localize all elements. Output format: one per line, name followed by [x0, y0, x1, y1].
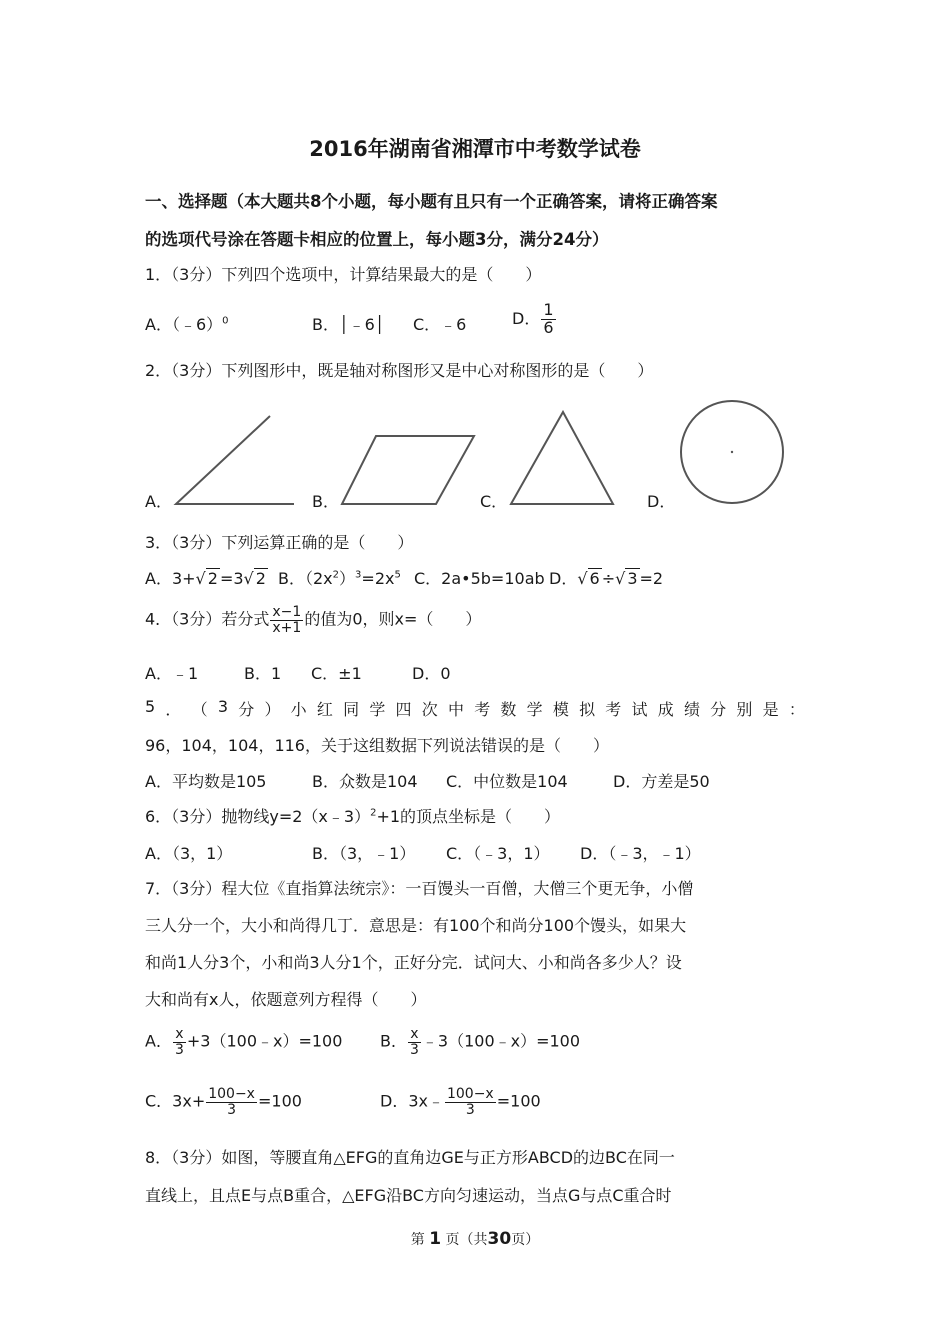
- q4-option-b: B．1: [244, 664, 282, 683]
- q7-a-label: A．: [145, 1031, 172, 1051]
- q1-option-d-label: D．: [512, 308, 541, 328]
- q5-stem-line-2: 96，104，104，116，关于这组数据下列说法错误的是（ ）: [145, 736, 609, 755]
- radicand: 2: [207, 569, 218, 588]
- division-sign: ÷: [601, 569, 616, 588]
- char: ）: [264, 700, 281, 719]
- char: 别: [736, 700, 753, 719]
- q2-figure-parallelogram: [336, 430, 481, 510]
- q7-stem-line-2: 三人分一个，大小和尚得几丁．意思是：有100个和尚分100个馒头，如果大: [145, 916, 687, 935]
- q7-a-fraction: [173, 1027, 186, 1057]
- char: 分: [238, 700, 255, 719]
- radicand: 6: [589, 569, 600, 588]
- q1-option-d: [512, 302, 557, 337]
- q4-stem-post: 的值为0，则x=（ ）: [304, 609, 482, 629]
- char: 四: [395, 700, 412, 719]
- char: 小: [290, 700, 307, 719]
- char: 成: [657, 700, 674, 719]
- q7-stem-line-3: 和尚1人分3个，小和尚3人分1个，正好分完．试问大、小和尚各多少人？设: [145, 953, 682, 972]
- fraction-denominator: 3: [465, 1101, 475, 1118]
- char: 学: [526, 700, 543, 719]
- exponent: 2: [370, 807, 377, 819]
- exponent: 2: [332, 569, 340, 581]
- q3-b-pre: B．（2x: [278, 569, 333, 588]
- q7-d-fraction: [445, 1087, 496, 1117]
- section-header-line-2: 的选项代号涂在答题卡相应的位置上，每小题3分，满分24分）: [145, 230, 609, 249]
- q3-b-post: =2x: [361, 569, 395, 588]
- q7-c-post: =100: [257, 1091, 302, 1111]
- q4-stem: [145, 605, 481, 635]
- fraction-numerator: x: [408, 1027, 421, 1043]
- fraction-numerator: 1: [543, 300, 554, 319]
- q5-option-c: C．中位数是104: [446, 772, 568, 791]
- q8-stem-line-2: 直线上，且点E与点B重合，△EFG沿BC方向匀速运动，当点G与点C重合时: [145, 1186, 672, 1205]
- q3-a-pre: A．3+: [145, 569, 196, 588]
- footer-post: 页）: [511, 1232, 540, 1248]
- q1-option-d-fraction: [541, 302, 555, 337]
- q6-stem-post: +1的顶点坐标是（ ）: [376, 807, 561, 826]
- char: 绩: [683, 700, 700, 719]
- char: 中: [447, 700, 464, 719]
- q5-option-a: A．平均数是105: [145, 772, 267, 791]
- fraction-numerator: x: [173, 1027, 186, 1043]
- char: 红: [316, 700, 333, 719]
- q7-option-b: [380, 1027, 580, 1057]
- q8-stem-line-1: 8．（3分）如图，等腰直角△EFG的直角边GE与正方形ABCD的边BC在同一: [145, 1148, 675, 1167]
- q7-b-label: B．: [380, 1031, 407, 1051]
- page-footer: [0, 1229, 950, 1249]
- fraction-denominator: 3: [174, 1041, 184, 1058]
- q7-a-post: +3（100﹣x）=100: [186, 1031, 343, 1051]
- q3-stem: 3．（3分）下列运算正确的是（ ）: [145, 533, 414, 552]
- exponent: 5: [394, 569, 401, 581]
- q6-stem-pre: 6．（3分）抛物线y=2（x﹣3）: [145, 807, 371, 826]
- q4-option-c: C．±1: [311, 664, 362, 683]
- fraction-denominator: 3: [227, 1101, 237, 1118]
- exponent: 3: [355, 569, 362, 581]
- q1-option-c: C．﹣6: [413, 315, 467, 334]
- sqrt-symbol: √ 3: [615, 569, 638, 588]
- char: 拟: [579, 700, 596, 719]
- q2-option-d-label: D．: [647, 492, 676, 511]
- radicand: 3: [627, 569, 638, 588]
- q7-option-c: [145, 1087, 302, 1117]
- page-title: 2016年湖南省湘潭市中考数学试卷: [309, 137, 641, 161]
- q7-b-post: ﹣3（100﹣x）=100: [421, 1031, 581, 1051]
- sqrt-symbol: √ 6: [577, 569, 600, 588]
- q1-option-a-text: A．（﹣6）: [145, 315, 223, 334]
- q3-a-mid: =3: [219, 569, 244, 588]
- q5-stem-line-1: [145, 697, 805, 720]
- char: 考: [605, 700, 622, 719]
- q7-option-d: [380, 1087, 541, 1117]
- current-page-number: 1: [429, 1229, 442, 1249]
- footer-pre: 第: [410, 1232, 425, 1248]
- char: 同: [343, 700, 360, 719]
- q1-option-b: B．│﹣6│: [312, 315, 385, 334]
- char: （: [191, 700, 208, 719]
- q3-b-mid: ）: [339, 569, 356, 588]
- q6-option-d: D．（﹣3，﹣1）: [580, 844, 701, 863]
- q7-option-a: [145, 1027, 342, 1057]
- q2-figure-angle: [170, 410, 300, 510]
- q2-stem: 2．（3分）下列图形中，既是轴对称图形又是中心对称图形的是（ ）: [145, 361, 654, 380]
- q6-option-a: A．（3，1）: [145, 844, 233, 863]
- fraction-numerator: 100−x: [446, 1086, 494, 1102]
- q5-option-d: D．方差是50: [613, 772, 710, 791]
- total-page-count: 30: [487, 1229, 512, 1249]
- q3-option-d: [549, 566, 663, 589]
- fraction-numerator: x−1: [272, 604, 302, 620]
- q3-option-c: C．2a•5b=10ab: [414, 569, 545, 588]
- q2-option-c-label: C．: [480, 492, 508, 511]
- q6-option-c: C．（﹣3，1）: [446, 844, 550, 863]
- q7-c-pre: C．3x+: [145, 1091, 206, 1111]
- char: ：: [788, 700, 805, 719]
- q7-stem-line-1: 7．（3分）程大位《直指算法统宗》：一百馒头一百僧，大僧三个更无争，小僧: [145, 879, 694, 898]
- fraction-denominator: 3: [409, 1041, 419, 1058]
- q3-d-post: =2: [639, 569, 664, 588]
- q2-option-b-label: B．: [312, 492, 339, 511]
- q1-stem: 1．（3分）下列四个选项中，计算结果最大的是（ ）: [145, 265, 542, 284]
- q7-stem-line-4: 大和尚有x人，依题意列方程得（ ）: [145, 990, 427, 1009]
- q6-option-b: B．（3，﹣1）: [312, 844, 416, 863]
- q4-option-a: A．﹣1: [145, 664, 199, 683]
- sqrt-symbol: √ 2: [243, 569, 266, 588]
- q4-stem-pre: 4．（3分）若分式: [145, 609, 270, 629]
- char: 3: [217, 697, 229, 716]
- char: 学: [369, 700, 386, 719]
- fraction-denominator: x+1: [272, 619, 302, 636]
- q3-option-a: [145, 566, 268, 589]
- q7-d-pre: D．3x﹣: [380, 1091, 444, 1111]
- q4-option-d: D．0: [412, 664, 451, 683]
- fraction-numerator: 100−x: [208, 1086, 255, 1102]
- char: ．: [165, 700, 182, 719]
- char: 考: [474, 700, 491, 719]
- sqrt-symbol: √ 2: [195, 569, 218, 588]
- char: 模: [552, 700, 569, 719]
- q4-fraction: [270, 605, 303, 635]
- char: 试: [631, 700, 648, 719]
- q2-figure-circle: [678, 398, 788, 508]
- q5-option-b: B．众数是104: [312, 772, 418, 791]
- q3-d-pre: D．: [549, 569, 578, 588]
- q2-option-a-label: A．: [145, 492, 172, 511]
- fraction-denominator: 6: [543, 317, 554, 337]
- char: 数: [500, 700, 517, 719]
- char: 是: [762, 700, 779, 719]
- char: 5: [145, 697, 156, 716]
- q1-option-a: [145, 312, 229, 335]
- q7-b-fraction: [408, 1027, 421, 1057]
- char: 次: [421, 700, 438, 719]
- q1-option-a-exponent: 0: [222, 315, 229, 327]
- char: 分: [710, 700, 727, 719]
- radicand: 2: [255, 569, 266, 588]
- q2-figure-triangle: [505, 408, 620, 510]
- q3-option-b: [278, 566, 401, 589]
- section-header-line-1: 一、选择题（本大题共8个小题，每小题有且只有一个正确答案，请将正确答案: [145, 192, 718, 211]
- footer-mid: 页（共: [445, 1232, 488, 1248]
- q7-c-fraction: [206, 1087, 257, 1117]
- q6-stem: [145, 804, 560, 827]
- q7-d-post: =100: [496, 1091, 541, 1111]
